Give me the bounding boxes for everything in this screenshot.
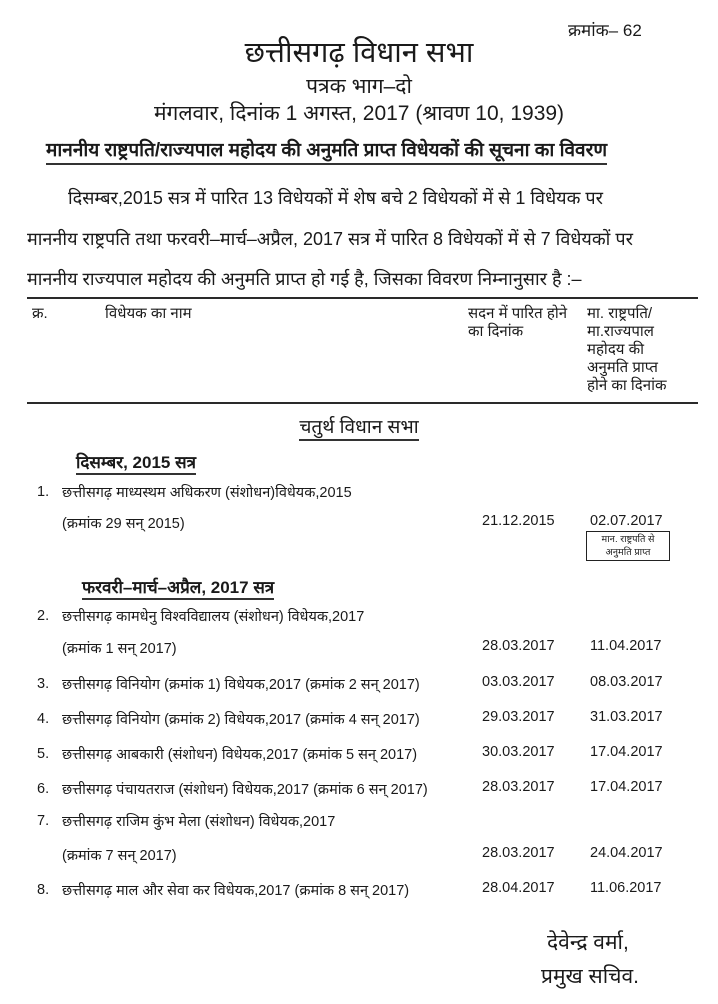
session-title: दिसम्बर, 2015 सत्र	[76, 453, 196, 475]
intro-line-1: दिसम्बर,2015 सत्र में पारित 13 विधेयकों में शेष बचे 2 विधेयकों में से 1 विधेयक पर	[68, 188, 603, 208]
presidential-assent-note: मान. राष्ट्रपति से अनुमति प्राप्त	[586, 531, 670, 561]
bill-number: 5.	[37, 746, 50, 762]
header-assent-line: महोदय की	[587, 341, 645, 358]
header-assent-line: मा.राज्यपाल	[587, 323, 654, 340]
bill-number: 7.	[37, 813, 50, 829]
bill-passed-date: 21.12.2015	[482, 513, 555, 529]
bill-passed-date: 28.04.2017	[482, 880, 555, 896]
header-serial: क्र.	[32, 305, 48, 322]
header-assent-date	[587, 305, 697, 395]
bill-assent-date: 31.03.2017	[590, 709, 663, 725]
assembly-heading	[0, 413, 718, 439]
house-name-title: छत्तीसगढ़ विधान सभा	[244, 37, 474, 69]
bill-assent-date: 17.04.2017	[590, 779, 663, 795]
bill-passed-date: 30.03.2017	[482, 744, 555, 760]
bill-act-number: (क्रमांक 7 सन् 2017)	[62, 848, 177, 864]
bill-name: छत्तीसगढ़ माध्यस्थम अधिकरण (संशोधन)विधेयक,2015	[62, 485, 352, 501]
header-assent-line: अनुमति प्राप्त	[587, 359, 658, 376]
bill-name: छत्तीसगढ़ माल और सेवा कर विधेयक,2017 (क्रमांक 8 सन् 2017)	[62, 883, 410, 899]
bill-act-number: (क्रमांक 1 सन् 2017)	[62, 641, 177, 657]
table-top-rule	[27, 297, 698, 299]
header-assent-line: होने का दिनांक	[587, 377, 667, 394]
bill-name: छत्तीसगढ़ विनियोग (क्रमांक 2) विधेयक,2017 (क्रमांक 4 सन् 2017)	[62, 712, 420, 728]
bill-passed-date: 29.03.2017	[482, 709, 555, 725]
header-assent-line: मा. राष्ट्रपति/	[587, 305, 653, 322]
header-passed-date: सदन में पारित होने का दिनांक	[468, 305, 568, 340]
bill-name: छत्तीसगढ़ राजिम कुंभ मेला (संशोधन) विधेयक,2017	[62, 814, 336, 830]
signatory-designation: प्रमुख सचिव.	[541, 965, 639, 988]
bill-assent-date: 17.04.2017	[590, 744, 663, 760]
session-heading-dec-2015	[76, 450, 196, 473]
header-bill-name: विधेयक का नाम	[105, 305, 192, 322]
bill-name: छत्तीसगढ़ आबकारी (संशोधन) विधेयक,2017 (क्रमांक 5 सन् 2017)	[62, 747, 418, 763]
table-header-bottom-rule	[27, 402, 698, 404]
bill-assent-date: 11.04.2017	[590, 638, 662, 654]
signatory-name: देवेन्द्र वर्मा,	[547, 931, 629, 954]
bulletin-serial-number: क्रमांक– 62	[568, 21, 642, 40]
bill-passed-date: 28.03.2017	[482, 638, 555, 654]
bill-name: छत्तीसगढ़ विनियोग (क्रमांक 1) विधेयक,2017 (क्रमांक 2 सन् 2017)	[62, 677, 420, 693]
bill-assent-date: 02.07.2017	[590, 513, 663, 529]
bill-number: 2.	[37, 608, 50, 624]
intro-line-2: माननीय राष्ट्रपति तथा फरवरी–मार्च–अप्रैल, 2017 सत्र में पारित 8 विधेयकों में से 7 विधेयकों पर	[27, 229, 633, 249]
bill-passed-date: 28.03.2017	[482, 779, 555, 795]
bill-assent-date: 24.04.2017	[590, 845, 663, 861]
bill-passed-date: 28.03.2017	[482, 845, 555, 861]
assembly-heading-text: चतुर्थ विधान सभा	[299, 417, 418, 441]
bill-number: 1.	[37, 484, 50, 500]
bulletin-date: मंगलवार, दिनांक 1 अगस्त, 2017 (श्रावण 10, 1939)	[153, 102, 565, 125]
bill-passed-date: 03.03.2017	[482, 674, 555, 690]
session-title: फरवरी–मार्च–अप्रैल, 2017 सत्र	[82, 578, 274, 600]
bulletin-part: पत्रक भाग–दो	[306, 75, 412, 98]
bill-act-number: (क्रमांक 29 सन् 2015)	[62, 516, 185, 532]
bill-number: 6.	[37, 781, 50, 797]
bill-number: 4.	[37, 711, 50, 727]
intro-line-3: माननीय राज्यपाल महोदय की अनुमति प्राप्त हो गई है, जिसका विवरण निम्नानुसार है :–	[27, 269, 582, 289]
bill-number: 3.	[37, 676, 50, 692]
bill-number: 8.	[37, 882, 50, 898]
bill-name: छत्तीसगढ़ पंचायतराज (संशोधन) विधेयक,2017 (क्रमांक 6 सन् 2017)	[62, 782, 428, 798]
subject-heading: माननीय राष्ट्रपति/राज्यपाल महोदय की अनुमति प्राप्त विधेयकों की सूचना का विवरण	[46, 136, 607, 165]
session-heading-feb-apr-2017	[82, 575, 274, 598]
bill-name: छत्तीसगढ़ कामधेनु विश्वविद्यालय (संशोधन) विधेयक,2017	[62, 609, 365, 625]
bill-assent-date: 08.03.2017	[590, 674, 663, 690]
bill-assent-date: 11.06.2017	[590, 880, 662, 896]
